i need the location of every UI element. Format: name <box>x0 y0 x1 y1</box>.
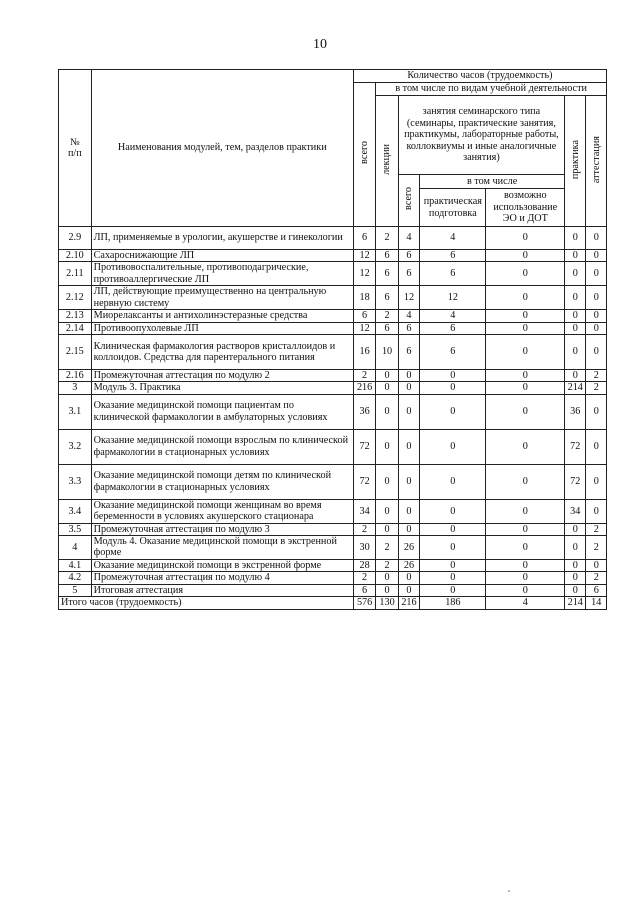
cell-name: Промежуточная аттестация по модулю 2 <box>91 369 353 381</box>
cell-lect: 0 <box>376 572 398 584</box>
cell-prac: 0 <box>420 429 486 464</box>
cell-total: 72 <box>353 464 375 499</box>
cell-name: Миорелаксанты и антихолинэстеразные средства <box>91 310 353 322</box>
header-seminar-total: всего <box>398 175 419 227</box>
cell-prac: 0 <box>420 523 486 535</box>
cell-sem: 0 <box>398 464 419 499</box>
table-header <box>59 70 607 227</box>
cell-total: 2 <box>353 523 375 535</box>
cell-practice: 0 <box>565 523 586 535</box>
cell-total: 216 <box>353 382 375 394</box>
cell-num: 2.9 <box>59 227 92 250</box>
cell-prac: 0 <box>420 394 486 429</box>
cell-att: 0 <box>586 464 607 499</box>
cell-sem: 0 <box>398 499 419 523</box>
cell-lect: 10 <box>376 334 398 369</box>
curriculum-table <box>58 69 607 610</box>
cell-remote: 0 <box>486 523 565 535</box>
header-name: Наименования модулей, тем, разделов практики <box>91 70 353 227</box>
cell-practice: 0 <box>565 536 586 560</box>
cell-remote: 0 <box>486 334 565 369</box>
cell-att: 0 <box>586 334 607 369</box>
table-row <box>59 310 607 322</box>
cell-sem: 4 <box>398 227 419 250</box>
header-practical-training: практическая подготовка <box>420 189 486 227</box>
cell-sem: 6 <box>398 262 419 286</box>
cell-att: 2 <box>586 536 607 560</box>
cell-practice: 36 <box>565 394 586 429</box>
table-row <box>59 499 607 523</box>
cell-total: 12 <box>353 262 375 286</box>
cell-total: 36 <box>353 394 375 429</box>
cell-att: 0 <box>586 227 607 250</box>
cell-name: Противоопухолевые ЛП <box>91 322 353 334</box>
cell-lect: 6 <box>376 250 398 262</box>
cell-remote: 0 <box>486 382 565 394</box>
cell-sem: 0 <box>398 572 419 584</box>
cell-name: Промежуточная аттестация по модулю 3 <box>91 523 353 535</box>
cell-num: 4.1 <box>59 559 92 571</box>
cell-num: 2.14 <box>59 322 92 334</box>
cell-lect: 0 <box>376 394 398 429</box>
header-seminar: занятия семинарского типа (семинары, практические занятия, практикумы, лабораторные работы, коллоквиумы и иные аналогичные занятия) <box>398 96 564 175</box>
cell-num: 3.5 <box>59 523 92 535</box>
cell-total: 12 <box>353 322 375 334</box>
cell-lect: 2 <box>376 227 398 250</box>
cell-name: ЛП, применяемые в урологии, акушерстве и гинекологии <box>91 227 353 250</box>
cell-name: ЛП, действующие преимущественно на центральную нервную систему <box>91 286 353 310</box>
table-row <box>59 227 607 250</box>
cell-num: 2.13 <box>59 310 92 322</box>
cell-sem: 26 <box>398 559 419 571</box>
header-practice: практика <box>565 96 586 227</box>
cell-prac: 0 <box>420 382 486 394</box>
totals-row <box>59 597 607 610</box>
cell-remote: 0 <box>486 369 565 381</box>
table-row <box>59 464 607 499</box>
cell-prac: 0 <box>420 499 486 523</box>
totals-sem: 216 <box>398 597 419 610</box>
cell-practice: 0 <box>565 310 586 322</box>
cell-lect: 0 <box>376 429 398 464</box>
cell-att: 0 <box>586 310 607 322</box>
cell-att: 0 <box>586 429 607 464</box>
cell-prac: 4 <box>420 227 486 250</box>
cell-num: 3.4 <box>59 499 92 523</box>
cell-practice: 0 <box>565 369 586 381</box>
cell-num: 3.1 <box>59 394 92 429</box>
totals-prac: 186 <box>420 597 486 610</box>
cell-lect: 2 <box>376 559 398 571</box>
cell-remote: 0 <box>486 262 565 286</box>
cell-prac: 0 <box>420 464 486 499</box>
cell-total: 6 <box>353 310 375 322</box>
cell-total: 6 <box>353 584 375 596</box>
cell-lect: 0 <box>376 464 398 499</box>
cell-remote: 0 <box>486 584 565 596</box>
cell-prac: 4 <box>420 310 486 322</box>
totals-att: 14 <box>586 597 607 610</box>
cell-name: Противовоспалительные, противоподагрические, противоаллергические ЛП <box>91 262 353 286</box>
cell-num: 2.15 <box>59 334 92 369</box>
cell-name: Сахароснижающие ЛП <box>91 250 353 262</box>
cell-practice: 0 <box>565 250 586 262</box>
cell-lect: 2 <box>376 310 398 322</box>
cell-sem: 4 <box>398 310 419 322</box>
scan-speck <box>508 890 510 892</box>
cell-practice: 0 <box>565 262 586 286</box>
cell-lect: 2 <box>376 536 398 560</box>
cell-remote: 0 <box>486 310 565 322</box>
cell-prac: 6 <box>420 334 486 369</box>
cell-sem: 6 <box>398 322 419 334</box>
header-by-activity: в том числе по видам учебной деятельности <box>376 83 607 96</box>
cell-att: 0 <box>586 286 607 310</box>
table-row <box>59 382 607 394</box>
cell-sem: 6 <box>398 334 419 369</box>
table-row <box>59 429 607 464</box>
cell-total: 18 <box>353 286 375 310</box>
cell-att: 0 <box>586 559 607 571</box>
cell-att: 6 <box>586 584 607 596</box>
header-num: № п/п <box>59 70 92 227</box>
cell-lect: 6 <box>376 262 398 286</box>
cell-num: 2.10 <box>59 250 92 262</box>
cell-practice: 0 <box>565 322 586 334</box>
cell-practice: 0 <box>565 559 586 571</box>
cell-prac: 6 <box>420 262 486 286</box>
cell-remote: 0 <box>486 227 565 250</box>
cell-prac: 6 <box>420 322 486 334</box>
cell-prac: 0 <box>420 369 486 381</box>
cell-att: 2 <box>586 572 607 584</box>
header-incl: в том числе <box>420 175 565 189</box>
header-lectures: лекции <box>376 96 398 227</box>
cell-sem: 0 <box>398 523 419 535</box>
cell-prac: 0 <box>420 572 486 584</box>
cell-remote: 0 <box>486 464 565 499</box>
cell-total: 2 <box>353 369 375 381</box>
cell-practice: 0 <box>565 334 586 369</box>
cell-att: 2 <box>586 369 607 381</box>
cell-name: Оказание медицинской помощи взрослым по клинической фармакологии в стационарных условиях <box>91 429 353 464</box>
cell-sem: 0 <box>398 584 419 596</box>
cell-att: 0 <box>586 394 607 429</box>
table-row <box>59 250 607 262</box>
cell-total: 2 <box>353 572 375 584</box>
cell-prac: 0 <box>420 584 486 596</box>
cell-remote: 0 <box>486 499 565 523</box>
cell-lect: 0 <box>376 523 398 535</box>
cell-total: 34 <box>353 499 375 523</box>
cell-name: Модуль 3. Практика <box>91 382 353 394</box>
cell-remote: 0 <box>486 322 565 334</box>
cell-total: 16 <box>353 334 375 369</box>
cell-lect: 0 <box>376 584 398 596</box>
cell-practice: 0 <box>565 227 586 250</box>
table-row <box>59 559 607 571</box>
cell-att: 0 <box>586 322 607 334</box>
cell-lect: 0 <box>376 499 398 523</box>
cell-num: 4 <box>59 536 92 560</box>
totals-total: 576 <box>353 597 375 610</box>
cell-num: 4.2 <box>59 572 92 584</box>
table-row <box>59 572 607 584</box>
cell-lect: 0 <box>376 369 398 381</box>
cell-att: 2 <box>586 523 607 535</box>
cell-total: 12 <box>353 250 375 262</box>
cell-remote: 0 <box>486 429 565 464</box>
table-row <box>59 262 607 286</box>
table-row <box>59 369 607 381</box>
cell-sem: 0 <box>398 394 419 429</box>
cell-name: Итоговая аттестация <box>91 584 353 596</box>
totals-remote: 4 <box>486 597 565 610</box>
table-row <box>59 536 607 560</box>
cell-prac: 6 <box>420 250 486 262</box>
cell-lect: 6 <box>376 286 398 310</box>
page-number: 10 <box>313 37 327 52</box>
table-row <box>59 394 607 429</box>
cell-total: 6 <box>353 227 375 250</box>
cell-practice: 34 <box>565 499 586 523</box>
cell-practice: 0 <box>565 572 586 584</box>
cell-remote: 0 <box>486 394 565 429</box>
cell-practice: 214 <box>565 382 586 394</box>
cell-remote: 0 <box>486 250 565 262</box>
cell-att: 0 <box>586 250 607 262</box>
totals-label: Итого часов (трудоемкость) <box>59 597 354 610</box>
cell-name: Модуль 4. Оказание медицинской помощи в экстренной форме <box>91 536 353 560</box>
cell-num: 2.16 <box>59 369 92 381</box>
cell-sem: 6 <box>398 250 419 262</box>
cell-lect: 6 <box>376 322 398 334</box>
header-total: всего <box>353 83 375 227</box>
cell-att: 0 <box>586 262 607 286</box>
table-row <box>59 286 607 310</box>
header-remote: возможно использование ЭО и ДОТ <box>486 189 565 227</box>
table-row <box>59 334 607 369</box>
table-row <box>59 584 607 596</box>
table-body <box>59 227 607 597</box>
cell-num: 3.2 <box>59 429 92 464</box>
cell-sem: 26 <box>398 536 419 560</box>
cell-sem: 0 <box>398 429 419 464</box>
totals-lect: 130 <box>376 597 398 610</box>
cell-practice: 72 <box>565 429 586 464</box>
table-row <box>59 523 607 535</box>
cell-name: Клиническая фармакология растворов кристаллоидов и коллоидов. Средства для парентерального питания <box>91 334 353 369</box>
cell-remote: 0 <box>486 572 565 584</box>
cell-sem: 0 <box>398 369 419 381</box>
cell-sem: 0 <box>398 382 419 394</box>
cell-sem: 12 <box>398 286 419 310</box>
cell-name: Оказание медицинской помощи пациентам по клинической фармакологии в амбулаторных условиях <box>91 394 353 429</box>
cell-num: 5 <box>59 584 92 596</box>
header-attestation: аттестация <box>586 96 607 227</box>
cell-name: Оказание медицинской помощи женщинам во время беременности в условиях акушерского стационара <box>91 499 353 523</box>
cell-prac: 12 <box>420 286 486 310</box>
cell-prac: 0 <box>420 536 486 560</box>
cell-practice: 72 <box>565 464 586 499</box>
cell-remote: 0 <box>486 536 565 560</box>
cell-num: 3 <box>59 382 92 394</box>
cell-practice: 0 <box>565 286 586 310</box>
cell-total: 30 <box>353 536 375 560</box>
cell-remote: 0 <box>486 559 565 571</box>
cell-num: 3.3 <box>59 464 92 499</box>
cell-total: 28 <box>353 559 375 571</box>
cell-name: Промежуточная аттестация по модулю 4 <box>91 572 353 584</box>
cell-num: 2.11 <box>59 262 92 286</box>
cell-num: 2.12 <box>59 286 92 310</box>
totals-practice: 214 <box>565 597 586 610</box>
cell-practice: 0 <box>565 584 586 596</box>
cell-att: 0 <box>586 499 607 523</box>
cell-att: 2 <box>586 382 607 394</box>
cell-name: Оказание медицинской помощи в экстренной форме <box>91 559 353 571</box>
cell-total: 72 <box>353 429 375 464</box>
cell-name: Оказание медицинской помощи детям по клинической фармакологии в стационарных условиях <box>91 464 353 499</box>
cell-lect: 0 <box>376 382 398 394</box>
table-row <box>59 322 607 334</box>
cell-remote: 0 <box>486 286 565 310</box>
cell-prac: 0 <box>420 559 486 571</box>
header-hours-total: Количество часов (трудоемкость) <box>353 70 606 83</box>
